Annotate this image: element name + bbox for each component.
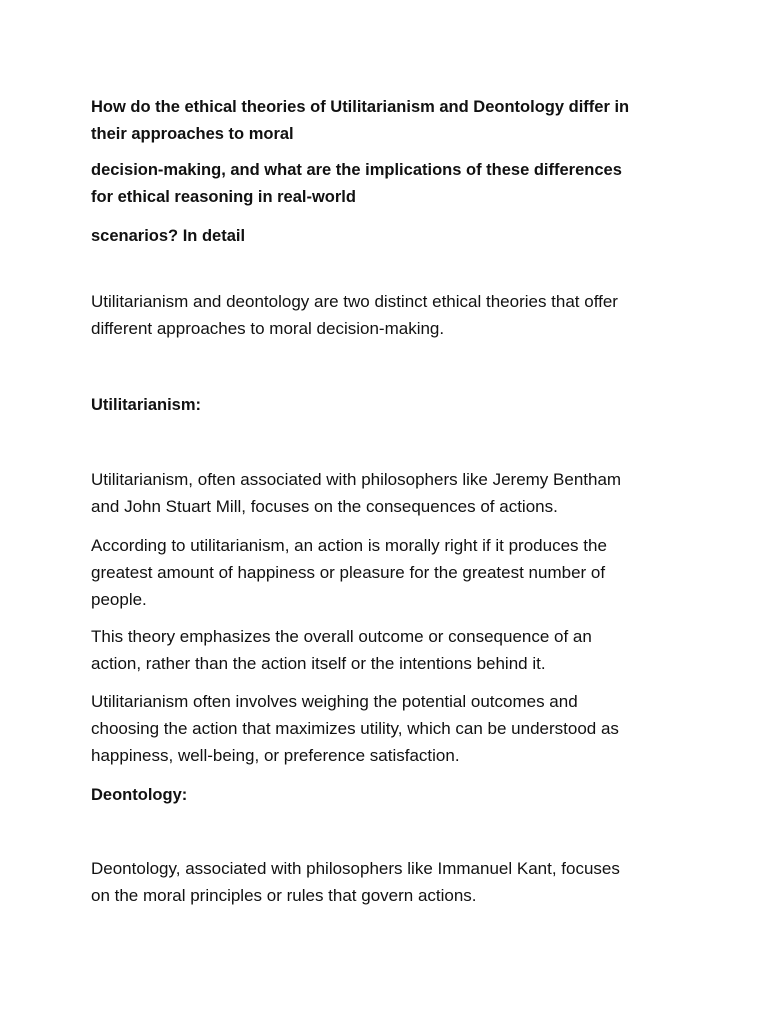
deontology-heading: Deontology: [91, 786, 188, 804]
body-line: people. [91, 590, 147, 609]
deontology-paragraph-1 [91, 855, 691, 909]
question-paragraph-3 [91, 223, 691, 250]
question-line: How do the ethical theories of Utilitarianism and Deontology differ in [91, 98, 630, 116]
question-line: their approaches to moral [91, 125, 294, 143]
utilitarianism-paragraph-3 [91, 623, 691, 677]
body-line: Utilitarianism often involves weighing the potential outcomes and [91, 692, 578, 711]
intro-paragraph [91, 288, 691, 342]
question-paragraph-2 [91, 157, 691, 211]
utilitarianism-heading: Utilitarianism: [91, 396, 202, 414]
question-paragraph-1 [91, 94, 691, 148]
body-line: choosing the action that maximizes utility, which can be understood as [91, 719, 619, 738]
body-line: on the moral principles or rules that govern actions. [91, 886, 477, 905]
body-line: According to utilitarianism, an action is morally right if it produces the [91, 536, 607, 555]
utilitarianism-paragraph-1 [91, 466, 691, 520]
intro-line: Utilitarianism and deontology are two distinct ethical theories that offer [91, 292, 618, 311]
utilitarianism-paragraph-2 [91, 532, 691, 613]
question-line: scenarios? In detail [91, 227, 246, 245]
intro-line: different approaches to moral decision-making. [91, 319, 445, 338]
question-line: decision-making, and what are the implications of these differences [91, 161, 622, 179]
body-line: happiness, well-being, or preference satisfaction. [91, 746, 460, 765]
body-line: greatest amount of happiness or pleasure for the greatest number of [91, 563, 606, 582]
body-line: and John Stuart Mill, focuses on the consequences of actions. [91, 497, 558, 516]
body-line: action, rather than the action itself or the intentions behind it. [91, 654, 546, 673]
body-line: This theory emphasizes the overall outcome or consequence of an [91, 627, 592, 646]
question-line: for ethical reasoning in real-world [91, 188, 356, 206]
body-line: Deontology, associated with philosophers like Immanuel Kant, focuses [91, 859, 620, 878]
utilitarianism-paragraph-4 [91, 688, 691, 769]
body-line: Utilitarianism, often associated with philosophers like Jeremy Bentham [91, 470, 622, 489]
